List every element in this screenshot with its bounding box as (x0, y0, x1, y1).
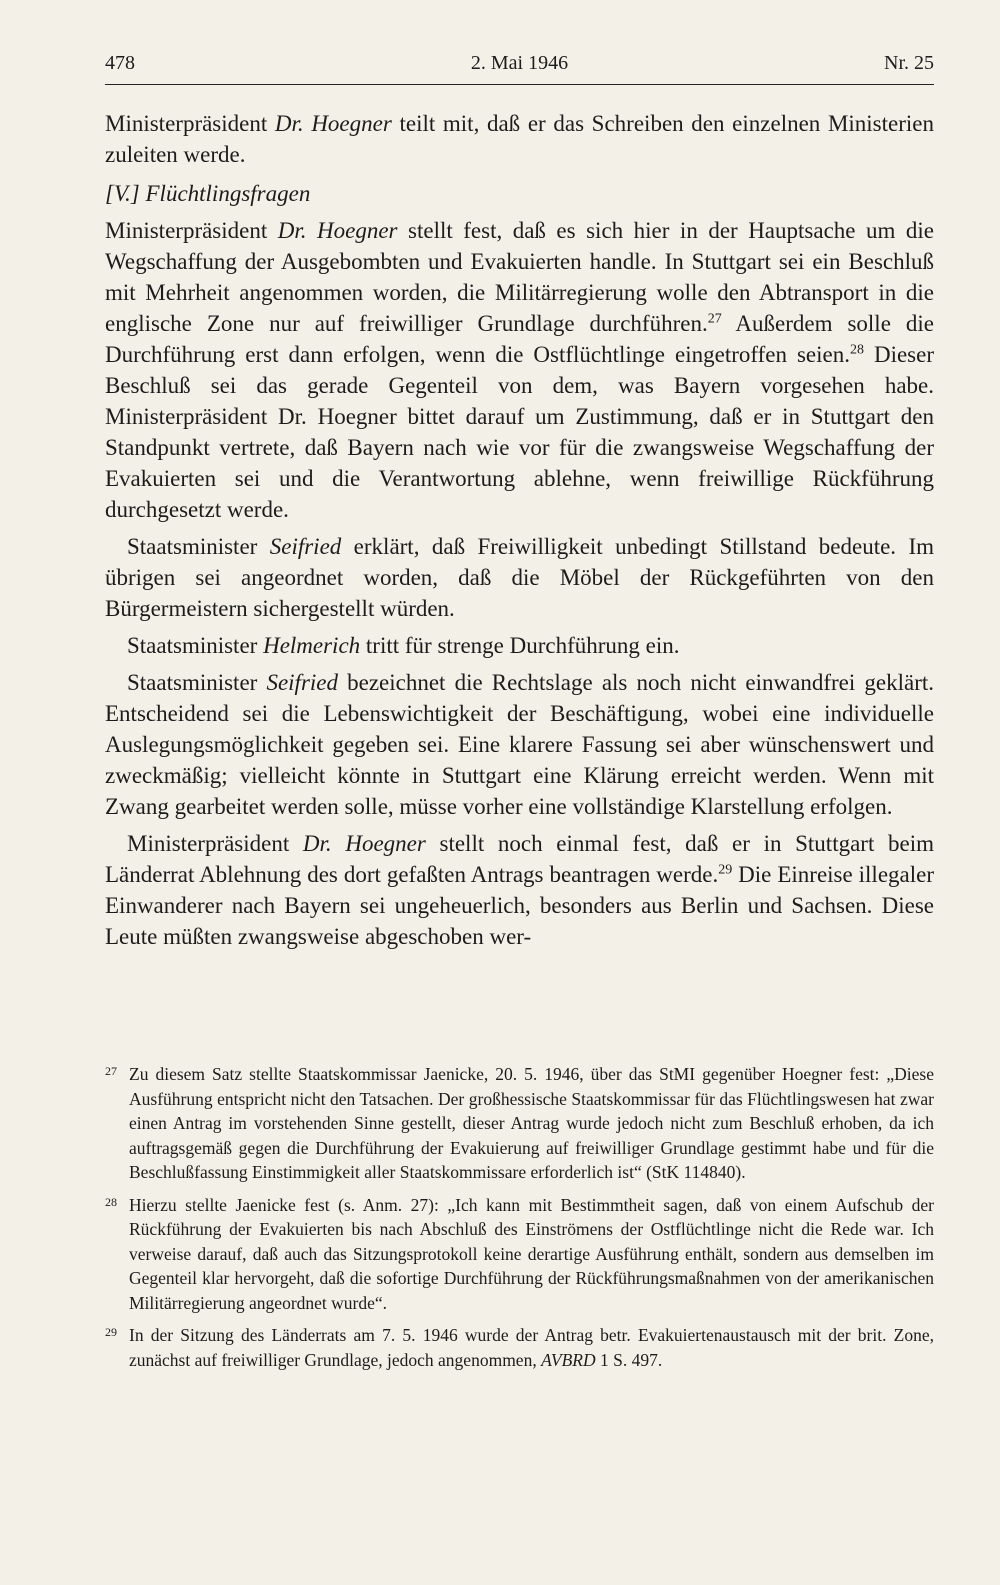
text-run: Staatsminister (127, 670, 267, 695)
text-run: bezeichnet die Rechtslage als noch nicht einwandfrei geklärt. Entscheidend sei die Lebenswichtigkeit der Beschäftigung, wobei eine individuelle Auslegungsmöglichkeit gegeben sei. Eine klarere Fassung sei aber wünschenswert und zweckmäßig; vielleicht könnte in Stuttgart eine Klärung erreicht werden. Wenn mit Zwang gearbeitet werden solle, müsse vorher eine vollständige Klarstellung erfolgen. (105, 670, 935, 819)
paragraph (105, 108, 934, 170)
section-title: Flüchtlingsfragen (145, 181, 311, 206)
running-header (105, 44, 934, 85)
footnote-ref[interactable]: 27 (707, 311, 722, 327)
speaker-name: Dr. Hoegner (277, 218, 398, 243)
text-run: Ministerpräsident (105, 218, 278, 243)
text-run: Staatsminister (127, 534, 270, 559)
speaker-name: Dr. Hoegner (302, 831, 426, 856)
text-run: teilt mit, daß er das Schreiben den einzelnen Ministerien zuleiten werde. (105, 111, 934, 167)
paragraph (105, 630, 934, 661)
section-heading (105, 178, 934, 209)
text-run: Ministerpräsident (105, 111, 275, 136)
text-run: stellt noch einmal fest, daß er in Stuttgart beim Länderrat Ablehnung des dort gefaßten Antrags beantragen werde. (105, 831, 935, 887)
source-abbreviation: AVBRD (541, 1349, 596, 1370)
text-run: Staatsminister (127, 633, 264, 658)
speaker-name: Seifried (266, 670, 338, 695)
paragraph (105, 531, 934, 624)
text-run: Außerdem solle die Durchführung erst dann erfolgen, wenn die Ostflüchtlinge eingetroffen seien. (105, 311, 934, 367)
footnotes (105, 1062, 934, 1380)
footnote-text: 1 S. 497. (595, 1349, 663, 1370)
paragraph (105, 215, 934, 525)
page-number: 478 (105, 52, 135, 74)
speaker-name: Helmerich (263, 633, 361, 658)
text-run: erklärt, daß Freiwilligkeit unbedingt Stillstand bedeute. Im übrigen sei angeordnet worden, daß die Möbel der Rückgeführten von den Bürgermeistern sichergestellt würden. (105, 534, 934, 621)
section-mark: [V.] (105, 181, 140, 206)
footnote-text: Zu diesem Satz stellte Staatskommissar Jaenicke, 20. 5. 1946, über das StMI gegenüber Hoegner fest: „Diese Ausführung entspricht nicht den Tatsachen. Der großhessische Staatskommissar für das Flüchtlingswesen hat zwar einen Antrag im vorstehenden Sinne gestellt, dieser Antrag wurde jedoch nicht zum Beschluß erhoben, da ich auftragsgemäß gegen die Durchführung der Evakuierung auf freiwilliger Grundlage gestimmt habe und für die Beschlußfassung Einstimmigkeit aller Staatskommissare erforderlich ist“ (StK 114840). (129, 1064, 934, 1182)
footnote-mark: 28 (105, 1194, 117, 1209)
text-run: Ministerpräsident (127, 831, 303, 856)
speaker-name: Seifried (269, 534, 342, 559)
footnote (105, 1193, 934, 1316)
speaker-name: Dr. Hoegner (274, 111, 392, 136)
main-text (105, 108, 934, 958)
footnote-text: Hierzu stellte Jaenicke fest (s. Anm. 27): „Ich kann mit Bestimmtheit sagen, daß von einem Aufschub der Rückführung der Evakuierten bis nach Abschluß des Einströmens der Ostflüchtlinge nicht die Rede war. Ich verweise darauf, daß auch das Sitzungsprotokoll keine derartige Ausführung enthält, sondern aus demselben im Gegenteil klar hervorgeht, daß die sofortige Durchführung der Rückführungsmaßnahmen von der amerikanischen Militärregierung angeordnet wurde“. (129, 1194, 934, 1313)
footnote-text: In der Sitzung des Länderrats am 7. 5. 1946 wurde der Antrag betr. Evakuiertenaustausch mit der brit. Zone, zunächst auf freiwilliger Grundlage, jedoch angenommen, (129, 1325, 934, 1370)
header-date: 2. Mai 1946 (470, 52, 569, 74)
footnote (105, 1323, 934, 1372)
footnote-ref[interactable]: 29 (718, 862, 733, 878)
document-number: Nr. 25 (884, 52, 934, 74)
footnote-mark: 29 (105, 1325, 117, 1339)
text-run: tritt für strenge Durchführung ein. (360, 633, 680, 658)
footnote-ref[interactable]: 28 (849, 342, 864, 358)
footnote-mark: 27 (105, 1064, 117, 1078)
paragraph (105, 828, 934, 952)
footnote (105, 1062, 934, 1185)
text-run: stellt fest, daß es sich hier in der Hauptsache um die Wegschaffung der Ausgebombten und Evakuierten handle. In Stuttgart sei ein Beschluß mit Mehrheit angenommen worden, die Militärregierung wolle den Abtransport in die englische Zone nur auf freiwilliger Grundlage durchführen. (105, 218, 934, 336)
text-run: Die Einreise illegaler Einwanderer nach Bayern sei ungeheuerlich, besonders aus Berlin und Sachsen. Diese Leute müßten zwangsweise abgeschoben wer- (105, 862, 934, 949)
paragraph (105, 667, 934, 822)
text-run: Dieser Beschluß sei das gerade Gegenteil von dem, was Bayern vorgesehen habe. Ministerpräsident Dr. Hoegner bittet darauf um Zustimmung, daß er in Stuttgart den Standpunkt vertrete, daß Bayern nach wie vor für die zwangsweise Wegschaffung der Evakuierten sei und die Verantwortung ablehne, wenn freiwillige Rückführung durchgesetzt werde. (105, 342, 934, 522)
